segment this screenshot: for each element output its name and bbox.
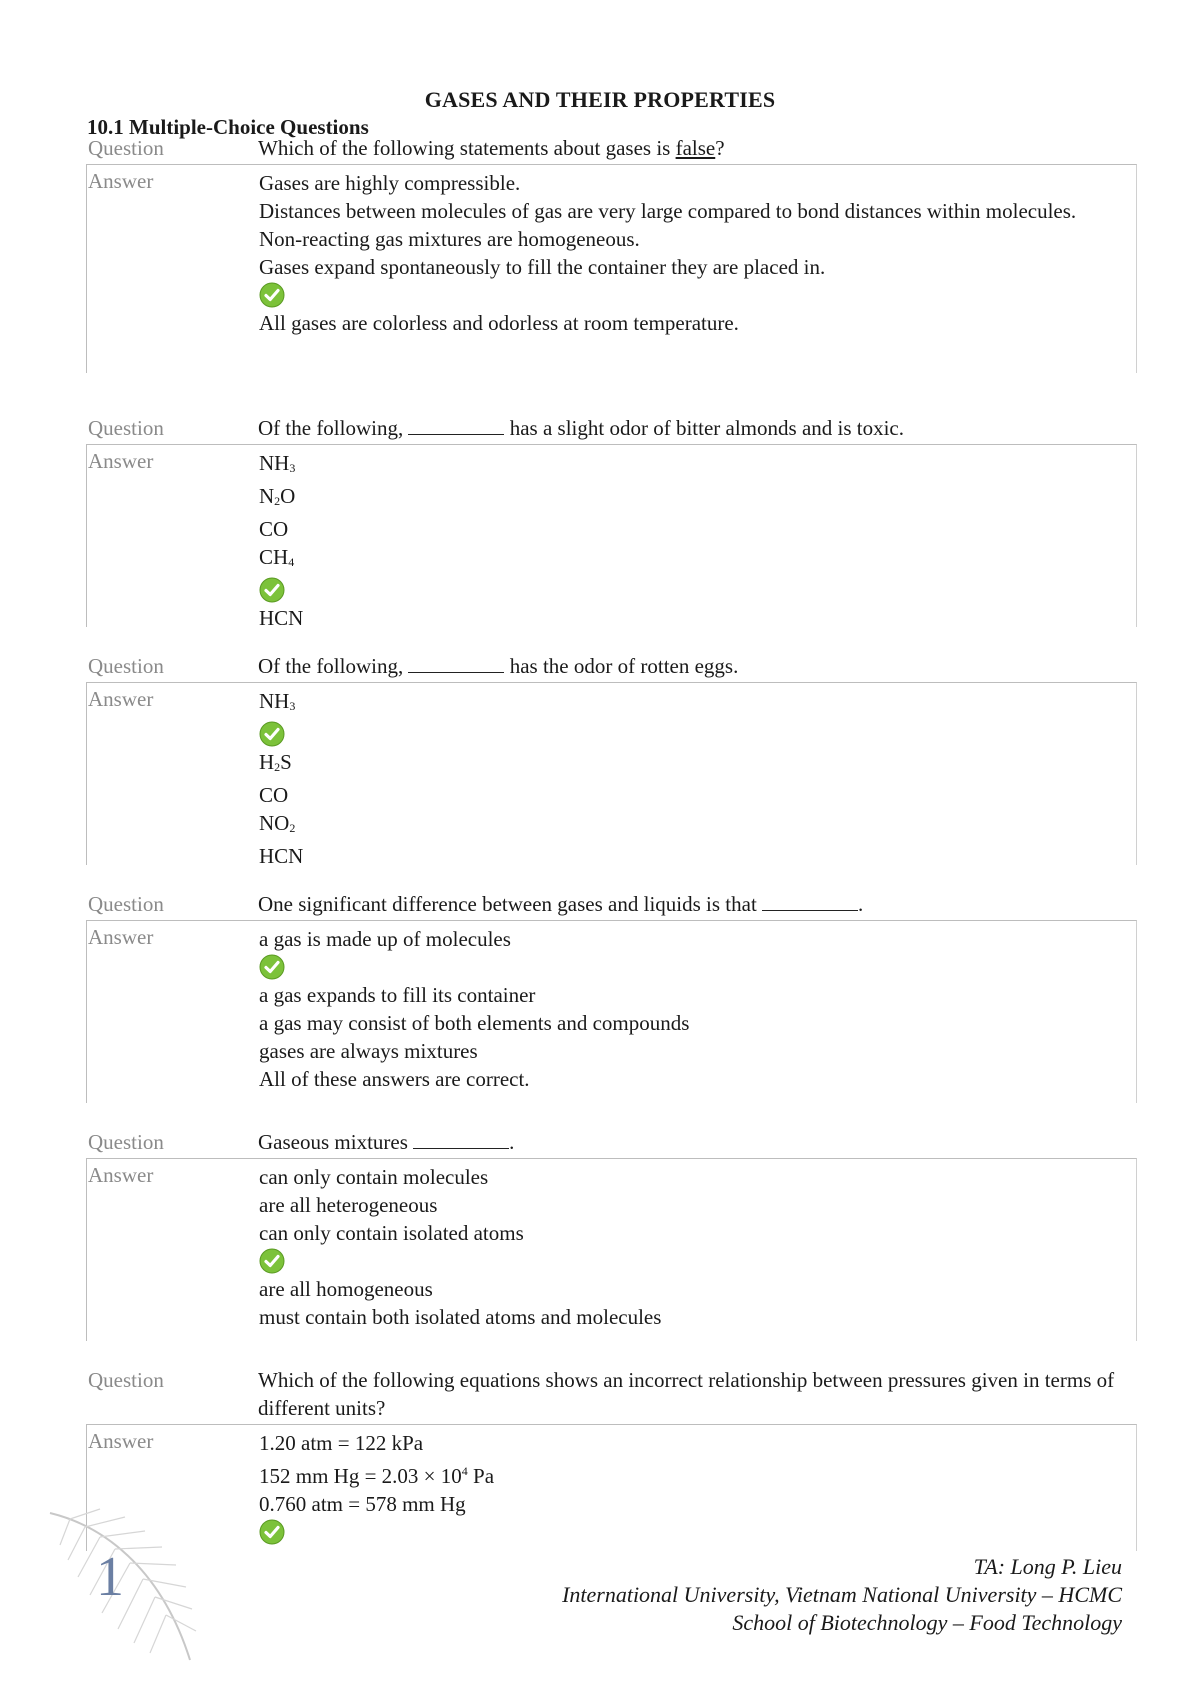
answer-options — [259, 449, 1136, 632]
answer-label: Answer — [88, 925, 154, 949]
option[interactable] — [259, 687, 1136, 720]
option[interactable]: gases are always mixtures — [259, 1039, 478, 1063]
footer-ta: TA: Long P. Lieu — [973, 1554, 1122, 1579]
feather-watermark-icon — [40, 1505, 210, 1665]
question-text — [258, 414, 1128, 442]
question-block-5 — [86, 1128, 1137, 1341]
question-text — [258, 134, 1128, 162]
formula-text: CH — [259, 545, 289, 569]
question-row — [86, 134, 1137, 164]
answer-box — [86, 682, 1137, 868]
emphasis-false: false — [675, 136, 716, 160]
question-label: Question — [88, 416, 164, 440]
option[interactable] — [259, 543, 1136, 576]
question-label: Question — [88, 136, 164, 160]
question-text-part: . — [509, 1130, 515, 1154]
answer-box — [86, 164, 1137, 373]
question-text-part: ? — [715, 136, 725, 160]
option[interactable] — [259, 809, 1136, 842]
equation-text: Pa — [467, 1464, 495, 1488]
formula-text: H — [259, 750, 275, 774]
formula-text: NO — [259, 811, 290, 835]
formula-subscript: 2 — [289, 821, 296, 835]
question-row — [86, 652, 1137, 682]
option[interactable] — [259, 482, 1136, 515]
question-text: Which of the following equations shows an incorrect relationship between pressures given in terms of different units? — [258, 1368, 1115, 1420]
option[interactable]: a gas is made up of molecules — [259, 927, 511, 951]
correct-check-icon — [259, 577, 285, 603]
equation-superscript: 4 — [461, 1464, 468, 1478]
answer-box — [86, 1424, 1137, 1551]
formula-text: NH — [259, 451, 290, 475]
answer-box — [86, 920, 1137, 1103]
answer-options — [259, 925, 1136, 1093]
option-correct[interactable]: HCN — [259, 606, 304, 630]
option[interactable]: can only contain molecules — [259, 1165, 489, 1189]
correct-check-icon — [259, 282, 285, 308]
option-correct[interactable]: are all homogeneous — [259, 1277, 433, 1301]
formula-text: NH — [259, 689, 290, 713]
question-text — [258, 1128, 1128, 1156]
equation-text: 152 mm Hg = 2.03 × 10 — [259, 1464, 462, 1488]
question-label: Question — [88, 1130, 164, 1154]
formula-subscript: 2 — [274, 494, 281, 508]
option[interactable]: can only contain isolated atoms — [259, 1221, 524, 1245]
question-label: Question — [88, 892, 164, 916]
question-block-6 — [86, 1366, 1137, 1551]
option[interactable]: CO — [259, 783, 289, 807]
option-correct[interactable]: a gas expands to fill its container — [259, 983, 536, 1007]
option-correct[interactable]: 0.760 atm = 578 mm Hg — [259, 1492, 466, 1516]
answer-label: Answer — [88, 1163, 154, 1187]
answer-label: Answer — [88, 169, 154, 193]
option-correct[interactable] — [259, 748, 1136, 781]
fill-in-blank — [408, 652, 504, 673]
formula-subscript: 2 — [274, 760, 281, 774]
answer-options — [259, 1429, 1136, 1545]
question-row — [86, 1128, 1137, 1158]
page-number: 1 — [96, 1546, 124, 1608]
option[interactable]: Non-reacting gas mixtures are homogeneous. — [259, 227, 640, 251]
option[interactable]: must contain both isolated atoms and molecules — [259, 1305, 662, 1329]
answer-options — [259, 169, 1136, 337]
option[interactable]: Gases are highly compressible. — [259, 171, 521, 195]
page-title: GASES AND THEIR PROPERTIES — [424, 87, 776, 112]
formula-subscript: 3 — [289, 461, 296, 475]
option[interactable]: 1.20 atm = 122 kPa — [259, 1431, 424, 1455]
footer-school: School of Biotechnology – Food Technology — [732, 1610, 1122, 1635]
answer-label: Answer — [88, 449, 154, 473]
correct-check-icon — [259, 954, 285, 980]
question-row — [86, 414, 1137, 444]
question-label: Question — [88, 1368, 164, 1392]
question-row — [86, 1366, 1137, 1424]
correct-check-icon — [259, 721, 285, 747]
section-title: 10.1 Multiple-Choice Questions — [87, 115, 369, 139]
question-text-part: Gaseous mixtures — [258, 1130, 414, 1154]
formula-text: N — [259, 484, 275, 508]
fill-in-blank — [408, 414, 504, 435]
option[interactable] — [259, 1457, 1136, 1490]
option[interactable]: are all heterogeneous — [259, 1193, 438, 1217]
question-label: Question — [88, 654, 164, 678]
option-correct[interactable]: All gases are colorless and odorless at room temperature. — [259, 311, 739, 335]
question-text-part: has the odor of rotten eggs. — [504, 654, 739, 678]
question-text — [258, 890, 1128, 918]
footer-university: International University, Vietnam National University – HCMC — [562, 1582, 1122, 1607]
question-block-2 — [86, 414, 1137, 630]
answer-options — [259, 1163, 1136, 1331]
question-text-part: Of the following, — [258, 654, 409, 678]
footer-credits — [562, 1553, 1122, 1637]
answer-label: Answer — [88, 1429, 154, 1453]
question-text-part: Of the following, — [258, 416, 409, 440]
option[interactable]: All of these answers are correct. — [259, 1067, 530, 1091]
question-text-part: . — [858, 892, 864, 916]
question-text-part: One significant difference between gases and liquids is that — [258, 892, 763, 916]
question-block-3 — [86, 652, 1137, 868]
formula-text: O — [280, 484, 296, 508]
formula-subscript: 4 — [288, 555, 295, 569]
answer-box — [86, 444, 1137, 630]
fill-in-blank — [413, 1128, 509, 1149]
option[interactable]: CO — [259, 517, 289, 541]
question-block-4 — [86, 890, 1137, 1103]
question-text — [258, 652, 1128, 680]
answer-label: Answer — [88, 687, 154, 711]
option[interactable] — [259, 449, 1136, 482]
correct-check-icon — [259, 1248, 285, 1274]
correct-check-icon — [259, 1519, 285, 1545]
option[interactable]: Gases expand spontaneously to fill the container they are placed in. — [259, 255, 826, 279]
question-text-part: has a slight odor of bitter almonds and is toxic. — [504, 416, 905, 440]
formula-subscript: 3 — [289, 699, 296, 713]
fill-in-blank — [762, 890, 858, 911]
option[interactable]: a gas may consist of both elements and compounds — [259, 1011, 690, 1035]
option[interactable]: Distances between molecules of gas are very large compared to bond distances within molecules. — [259, 199, 1077, 223]
option[interactable]: HCN — [259, 844, 304, 868]
answer-options — [259, 687, 1136, 870]
formula-text: S — [280, 750, 292, 774]
answer-box — [86, 1158, 1137, 1341]
question-text-part: Which of the following statements about gases is — [258, 136, 676, 160]
question-row — [86, 890, 1137, 920]
question-block-1 — [86, 134, 1137, 373]
